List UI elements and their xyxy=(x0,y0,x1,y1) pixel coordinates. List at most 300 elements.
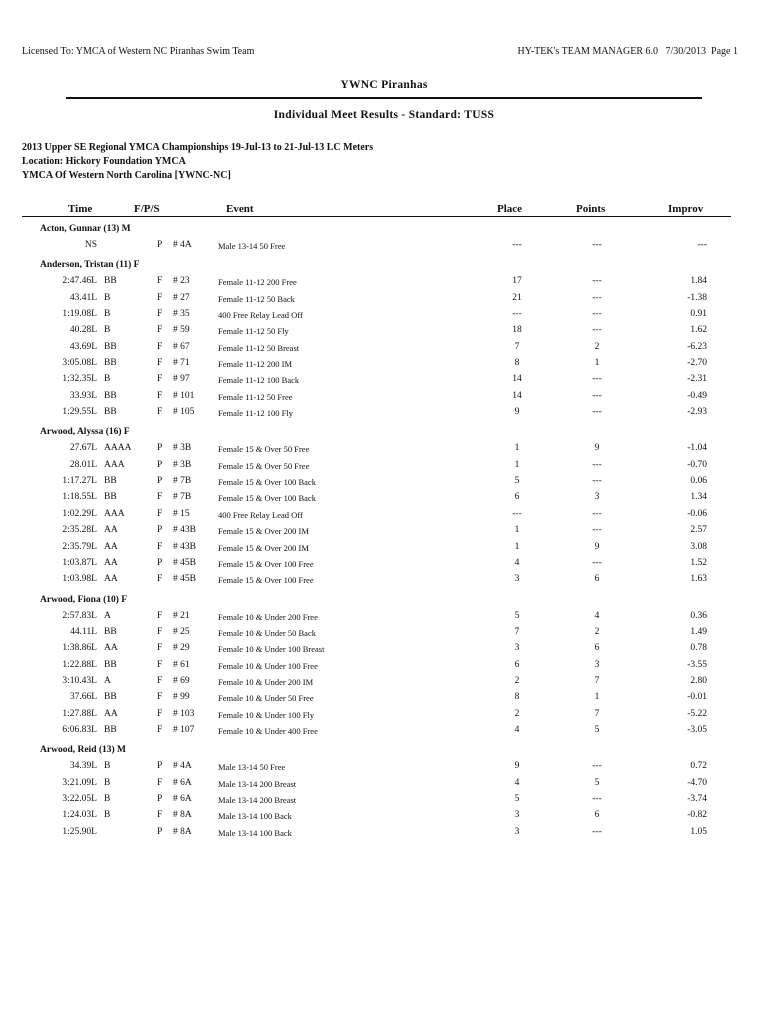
result-improv: -2.93 xyxy=(687,407,707,418)
result-improv: -0.49 xyxy=(687,390,707,401)
result-fps: F xyxy=(157,341,163,352)
result-improv: 1.34 xyxy=(690,492,707,503)
result-place: 5 xyxy=(514,610,520,621)
result-row xyxy=(0,238,768,254)
result-points: --- xyxy=(592,292,602,303)
result-place: --- xyxy=(512,508,522,519)
result-place: 4 xyxy=(514,777,520,788)
result-event-number: # 67 xyxy=(173,341,190,352)
result-time: 33.93L xyxy=(69,390,97,401)
result-standard: BB xyxy=(104,358,117,369)
result-improv: -0.01 xyxy=(687,692,707,703)
result-standard: AA xyxy=(104,643,118,654)
result-points: 1 xyxy=(594,358,600,369)
result-improv: 1.84 xyxy=(690,276,707,287)
result-place: 1 xyxy=(514,443,520,454)
result-event-number: # 6A xyxy=(173,777,192,788)
col-improv: Improv xyxy=(668,203,704,215)
result-fps: P xyxy=(157,525,163,536)
result-place: 3 xyxy=(514,643,520,654)
result-time: 1:17.27L xyxy=(62,476,97,487)
result-standard: BB xyxy=(104,626,117,637)
result-fps: F xyxy=(157,358,163,369)
result-event: Female 10 & Under 400 Free xyxy=(218,725,318,736)
result-improv: -3.55 xyxy=(687,659,707,670)
result-time: 1:02.29L xyxy=(62,508,97,519)
result-fps: F xyxy=(157,276,163,287)
result-fps: P xyxy=(157,557,163,568)
result-improv: -0.70 xyxy=(687,459,707,470)
result-time: 40.28L xyxy=(69,325,97,336)
result-fps: F xyxy=(157,407,163,418)
report-title: Individual Meet Results - Standard: TUSS xyxy=(273,109,495,121)
result-time: 3:05.08L xyxy=(62,358,97,369)
result-time: 2:35.79L xyxy=(62,541,97,552)
result-points: 4 xyxy=(594,610,600,621)
result-event-number: # 99 xyxy=(173,692,190,703)
result-fps: P xyxy=(157,240,163,250)
result-time: 43.69L xyxy=(69,341,97,352)
result-points: 6 xyxy=(594,643,600,654)
result-standard: B xyxy=(104,309,111,320)
result-event: Female 11-12 100 Fly xyxy=(218,408,293,419)
result-time: 3:10.43L xyxy=(62,675,97,686)
result-event-number: # 3B xyxy=(173,459,192,470)
result-event: Male 13-14 50 Free xyxy=(218,762,286,773)
result-improv: 0.91 xyxy=(690,309,707,320)
result-time: NS xyxy=(84,240,97,250)
result-standard: B xyxy=(104,793,111,804)
result-improv: 1.52 xyxy=(690,557,707,568)
result-event: Female 15 & Over 100 Free xyxy=(218,575,314,586)
result-points: --- xyxy=(592,374,602,385)
result-points: 7 xyxy=(594,675,600,686)
result-event-number: # 6A xyxy=(173,793,192,804)
result-improv: 0.06 xyxy=(690,476,707,487)
result-points: 9 xyxy=(594,541,600,552)
result-standard: A xyxy=(104,610,111,621)
result-event-number: # 107 xyxy=(173,724,195,735)
result-event-number: # 43B xyxy=(173,541,196,552)
result-points: 6 xyxy=(594,574,600,585)
result-row xyxy=(0,759,768,775)
result-standard: AA xyxy=(104,541,118,552)
result-time: 1:27.88L xyxy=(62,708,97,719)
result-event: Female 11-12 200 Free xyxy=(218,277,297,288)
result-improv: 1.49 xyxy=(690,626,707,637)
result-points: --- xyxy=(592,476,602,487)
result-improv: --- xyxy=(697,240,707,250)
result-fps: F xyxy=(157,810,163,821)
result-improv: -3.74 xyxy=(687,793,707,804)
result-row xyxy=(0,658,768,674)
result-place: 7 xyxy=(514,626,520,637)
result-points: 2 xyxy=(594,341,600,352)
result-row xyxy=(0,707,768,723)
result-points: --- xyxy=(592,557,602,568)
result-time: 1:24.03L xyxy=(62,810,97,821)
result-points: 3 xyxy=(594,659,600,670)
result-fps: F xyxy=(157,374,163,385)
result-improv: -0.06 xyxy=(687,508,707,519)
result-standard: BB xyxy=(104,390,117,401)
result-row xyxy=(0,674,768,690)
result-event: Female 11-12 50 Fly xyxy=(218,326,289,337)
result-fps: F xyxy=(157,390,163,401)
result-event: Female 10 & Under 50 Free xyxy=(218,693,314,704)
header-divider xyxy=(22,216,731,217)
result-time: 44.11L xyxy=(70,626,97,637)
result-standard: BB xyxy=(104,492,117,503)
result-points: --- xyxy=(592,459,602,470)
result-place: 2 xyxy=(514,708,520,719)
result-event: Female 10 & Under 50 Back xyxy=(218,627,316,638)
result-improv: 0.36 xyxy=(690,610,707,621)
result-standard: AA xyxy=(104,708,118,719)
result-standard: AAAA xyxy=(104,443,132,454)
result-standard: BB xyxy=(104,276,117,287)
result-place: 1 xyxy=(514,541,520,552)
result-event-number: # 45B xyxy=(173,557,196,568)
result-row xyxy=(0,389,768,405)
result-event-number: # 21 xyxy=(173,610,190,621)
meet-team: YMCA Of Western North Carolina [YWNC-NC] xyxy=(22,170,231,181)
result-improv: -5.22 xyxy=(687,708,707,719)
result-event-number: # 101 xyxy=(173,390,195,401)
result-standard: B xyxy=(104,292,111,303)
result-time: 3:22.05L xyxy=(62,793,97,804)
result-standard: AA xyxy=(104,557,118,568)
result-standard: BB xyxy=(104,659,117,670)
result-standard: BB xyxy=(104,341,117,352)
result-improv: 1.62 xyxy=(690,325,707,336)
result-event: Female 10 & Under 100 Breast xyxy=(218,644,325,655)
result-improv: 2.57 xyxy=(690,525,707,536)
result-place: --- xyxy=(512,240,522,250)
result-event-number: # 4A xyxy=(173,761,192,772)
results-list xyxy=(0,222,768,841)
result-row xyxy=(0,307,768,323)
result-event: Female 10 & Under 200 Free xyxy=(218,611,318,622)
swimmer-header xyxy=(0,222,768,238)
result-event-number: # 4A xyxy=(173,240,192,250)
result-place: 9 xyxy=(514,407,520,418)
result-fps: F xyxy=(157,610,163,621)
result-fps: P xyxy=(157,459,163,470)
result-improv: 1.63 xyxy=(690,574,707,585)
result-row xyxy=(0,458,768,474)
result-points: 9 xyxy=(594,443,600,454)
result-fps: F xyxy=(157,692,163,703)
result-place: --- xyxy=(512,309,522,320)
result-points: 5 xyxy=(594,777,600,788)
result-event-number: # 71 xyxy=(173,358,190,369)
result-place: 18 xyxy=(512,325,522,336)
result-event: Female 10 & Under 200 IM xyxy=(218,676,314,687)
result-place: 1 xyxy=(514,459,520,470)
result-time: 2:57.83L xyxy=(62,610,97,621)
title-divider xyxy=(66,97,702,99)
result-standard: AA xyxy=(104,525,118,536)
result-row xyxy=(0,291,768,307)
col-points: Points xyxy=(576,203,606,215)
swimmer-name: Acton, Gunnar (13) M xyxy=(40,224,131,234)
result-event-number: # 8A xyxy=(173,826,192,837)
result-fps: P xyxy=(157,443,163,454)
result-standard: B xyxy=(104,374,111,385)
result-row xyxy=(0,274,768,290)
result-points: --- xyxy=(592,325,602,336)
result-place: 2 xyxy=(514,675,520,686)
result-event-number: # 45B xyxy=(173,574,196,585)
result-time: 1:25.90L xyxy=(62,826,97,837)
license-line: Licensed To: YMCA of Western NC Piranhas Swim Team xyxy=(22,46,255,57)
result-improv: -6.23 xyxy=(687,341,707,352)
result-fps: F xyxy=(157,777,163,788)
result-row xyxy=(0,776,768,792)
result-points: --- xyxy=(592,240,602,250)
result-row xyxy=(0,572,768,588)
result-row xyxy=(0,609,768,625)
result-event-number: # 7B xyxy=(173,492,192,503)
result-improv: -1.38 xyxy=(687,292,707,303)
result-event: Female 10 & Under 100 Fly xyxy=(218,709,315,720)
result-event-number: # 15 xyxy=(173,508,190,519)
col-place: Place xyxy=(497,203,523,215)
result-event: Male 13-14 200 Breast xyxy=(218,794,297,805)
result-time: 1:18.55L xyxy=(62,492,97,503)
result-place: 3 xyxy=(514,574,520,585)
result-place: 1 xyxy=(514,525,520,536)
result-standard: AAA xyxy=(104,459,125,470)
result-time: 1:22.88L xyxy=(62,659,97,670)
result-place: 6 xyxy=(514,492,520,503)
result-event: Female 11-12 100 Back xyxy=(218,375,300,386)
result-place: 8 xyxy=(514,692,520,703)
swimmer-name: Arwood, Alyssa (16) F xyxy=(40,427,130,438)
result-points: --- xyxy=(592,826,602,837)
swimmer-header xyxy=(0,589,768,609)
swimmer-header xyxy=(0,254,768,274)
result-row xyxy=(0,356,768,372)
result-row xyxy=(0,490,768,506)
result-points: --- xyxy=(592,793,602,804)
meet-location: Location: Hickory Foundation YMCA xyxy=(22,156,186,167)
result-points: --- xyxy=(592,276,602,287)
result-row xyxy=(0,690,768,706)
result-fps: P xyxy=(157,793,163,804)
result-row xyxy=(0,792,768,808)
col-time: Time xyxy=(68,203,93,215)
result-event: Female 15 & Over 200 IM xyxy=(218,526,309,537)
result-place: 3 xyxy=(514,826,520,837)
result-row xyxy=(0,405,768,421)
result-row xyxy=(0,556,768,572)
result-standard: B xyxy=(104,761,111,772)
result-event: Female 15 & Over 100 Back xyxy=(218,477,316,488)
result-standard: BB xyxy=(104,692,117,703)
result-time: 1:19.08L xyxy=(62,309,97,320)
result-points: 3 xyxy=(594,492,600,503)
result-event-number: # 105 xyxy=(173,407,195,418)
result-points: --- xyxy=(592,407,602,418)
result-event: Male 13-14 200 Breast xyxy=(218,778,297,789)
result-standard: B xyxy=(104,777,111,788)
result-event-number: # 35 xyxy=(173,309,190,320)
result-event-number: # 23 xyxy=(173,276,190,287)
result-row xyxy=(0,625,768,641)
result-time: 1:32.35L xyxy=(62,374,97,385)
result-place: 9 xyxy=(514,761,520,772)
result-fps: F xyxy=(157,309,163,320)
result-event-number: # 69 xyxy=(173,675,190,686)
result-standard: B xyxy=(104,325,111,336)
result-place: 8 xyxy=(514,358,520,369)
result-place: 5 xyxy=(514,793,520,804)
result-fps: F xyxy=(157,541,163,552)
result-points: --- xyxy=(592,390,602,401)
result-event-number: # 29 xyxy=(173,643,190,654)
result-fps: P xyxy=(157,476,163,487)
result-event: Female 11-12 200 IM xyxy=(218,359,293,370)
team-title: YWNC Piranhas xyxy=(340,79,428,91)
result-place: 4 xyxy=(514,557,520,568)
result-row xyxy=(0,808,768,824)
result-fps: F xyxy=(157,675,163,686)
result-event-number: # 43B xyxy=(173,525,196,536)
result-standard: BB xyxy=(104,407,117,418)
result-time: 1:03.87L xyxy=(62,557,97,568)
result-event-number: # 59 xyxy=(173,325,190,336)
result-standard: B xyxy=(104,810,111,821)
result-row xyxy=(0,723,768,739)
swimmer-header xyxy=(0,421,768,441)
result-place: 21 xyxy=(512,292,522,303)
result-event-number: # 25 xyxy=(173,626,190,637)
result-points: --- xyxy=(592,309,602,320)
result-time: 1:29.55L xyxy=(62,407,97,418)
result-event: Female 11-12 50 Back xyxy=(218,293,295,304)
result-improv: -3.05 xyxy=(687,724,707,735)
result-time: 37.66L xyxy=(69,692,97,703)
result-time: 2:47.46L xyxy=(62,276,97,287)
result-event-number: # 61 xyxy=(173,659,190,670)
result-fps: F xyxy=(157,508,163,519)
result-improv: 0.72 xyxy=(690,761,707,772)
result-event: Female 10 & Under 100 Free xyxy=(218,660,318,671)
result-improv: -1.04 xyxy=(687,443,707,454)
result-row xyxy=(0,441,768,457)
result-event: Female 15 & Over 200 IM xyxy=(218,542,309,553)
result-improv: -2.70 xyxy=(687,358,707,369)
result-standard: A xyxy=(104,675,111,686)
result-event-number: # 103 xyxy=(173,708,195,719)
result-place: 3 xyxy=(514,810,520,821)
result-place: 4 xyxy=(514,724,520,735)
result-fps: F xyxy=(157,659,163,670)
result-event-number: # 7B xyxy=(173,476,192,487)
result-points: --- xyxy=(592,761,602,772)
swimmer-name: Anderson, Tristan (11) F xyxy=(40,260,140,271)
result-event-number: # 27 xyxy=(173,292,190,303)
result-points: 6 xyxy=(594,810,600,821)
result-event: Male 13-14 100 Back xyxy=(218,811,292,822)
result-time: 1:03.98L xyxy=(62,574,97,585)
result-event: Female 15 & Over 100 Free xyxy=(218,558,314,569)
result-improv: 2.80 xyxy=(690,675,707,686)
result-improv: -0.82 xyxy=(687,810,707,821)
result-fps: F xyxy=(157,643,163,654)
result-place: 14 xyxy=(512,374,522,385)
result-row xyxy=(0,340,768,356)
result-fps: F xyxy=(157,492,163,503)
result-standard: AA xyxy=(104,574,118,585)
result-row xyxy=(0,323,768,339)
result-row xyxy=(0,372,768,388)
result-fps: F xyxy=(157,292,163,303)
result-time: 6:06.83L xyxy=(62,724,97,735)
result-points: 1 xyxy=(594,692,600,703)
result-fps: F xyxy=(157,325,163,336)
result-event: Female 11-12 50 Breast xyxy=(218,342,300,353)
result-points: --- xyxy=(592,508,602,519)
result-improv: 0.78 xyxy=(690,643,707,654)
result-points: 7 xyxy=(594,708,600,719)
result-points: 2 xyxy=(594,626,600,637)
software-page-line: HY-TEK's TEAM MANAGER 6.0 7/30/2013 Page 1 xyxy=(517,46,738,57)
result-event-number: # 97 xyxy=(173,374,190,385)
result-row xyxy=(0,540,768,556)
result-event: Female 15 & Over 100 Back xyxy=(218,493,316,504)
result-time: 1:38.86L xyxy=(62,643,97,654)
result-fps: F xyxy=(157,626,163,637)
result-standard: AAA xyxy=(104,508,125,519)
result-event: Female 15 & Over 50 Free xyxy=(218,444,310,455)
result-row xyxy=(0,641,768,657)
result-improv: 3.08 xyxy=(690,541,707,552)
swimmer-header xyxy=(0,739,768,759)
result-row xyxy=(0,825,768,841)
result-place: 17 xyxy=(512,276,522,287)
result-time: 2:35.28L xyxy=(62,525,97,536)
col-fps: F/P/S xyxy=(134,203,160,215)
result-event: Male 13-14 100 Back xyxy=(218,827,292,838)
result-standard: BB xyxy=(104,476,117,487)
result-row xyxy=(0,523,768,539)
result-event: 400 Free Relay Lead Off xyxy=(218,509,303,520)
result-event-number: # 3B xyxy=(173,443,192,454)
result-points: --- xyxy=(592,525,602,536)
col-event: Event xyxy=(226,203,254,215)
result-place: 7 xyxy=(514,341,520,352)
swimmer-name: Arwood, Reid (13) M xyxy=(40,745,127,756)
result-row xyxy=(0,507,768,523)
result-event: Female 15 & Over 50 Free xyxy=(218,460,310,471)
result-fps: F xyxy=(157,708,163,719)
result-event-number: # 8A xyxy=(173,810,192,821)
result-time: 34.39L xyxy=(69,761,97,772)
result-time: 27.67L xyxy=(69,443,97,454)
meet-name: 2013 Upper SE Regional YMCA Championships 19-Jul-13 to 21-Jul-13 LC Meters xyxy=(22,142,374,153)
result-place: 5 xyxy=(514,476,520,487)
result-fps: P xyxy=(157,761,163,772)
result-time: 3:21.09L xyxy=(62,777,97,788)
result-row xyxy=(0,474,768,490)
result-fps: P xyxy=(157,826,163,837)
swimmer-name: Arwood, Fiona (10) F xyxy=(40,594,128,605)
result-standard: BB xyxy=(104,724,117,735)
result-place: 6 xyxy=(514,659,520,670)
